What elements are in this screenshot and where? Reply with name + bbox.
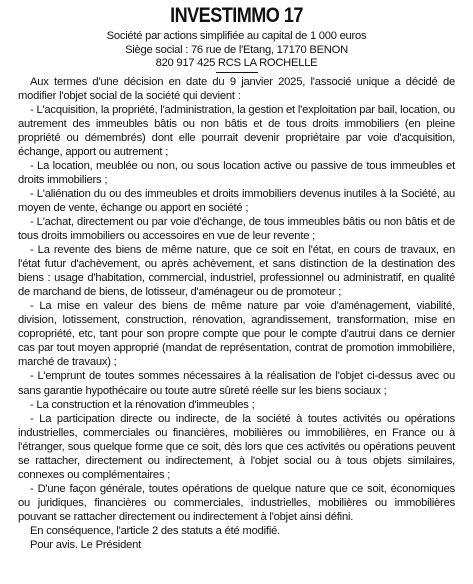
company-registered-office: Siège social : 76 rue de l'Etang, 17170 BENON [125,43,348,56]
intro-paragraph: Aux termes d'une décision en date du 9 janvier 2025, l'associé unique a décidé de modifier l'objet social de la société qui devient : [18,75,455,102]
object-item-mise-en-valeur: - La mise en valeur des biens de même nature par voie d'aménagement, viabilité, division, lotissement, construction, rénovation, agrandissement, transformation, mise en copropriété, etc, tant pour son propre compte que pour le compte d'autrui dans ce dernier cas par tout moyen approprié (mandat de représentation, contrat de promotion immobilière, marché de travaux) ; [18,300,455,369]
company-name-title: INVESTIMMO 17 [170,4,303,27]
consequence-paragraph: En conséquence, l'article 2 des statuts a été modifié. [30,525,281,537]
header-divider [216,72,258,73]
company-legal-form: Société par actions simplifiée au capital de 1 000 euros [106,30,367,42]
legal-notice [18,4,455,552]
object-item-general: - D'une façon générale, toutes opérations de quelque nature que ce soit, économiques ou juridiques, financières ou commerciales, industrielles, mobilières ou immobilières pouvant se rattacher directement ou indirectement à l'objet ainsi défini. [18,482,455,523]
object-item-emprunt: - L'emprunt de toutes sommes nécessaires à la réalisation de l'objet ci-dessus avec ou sans garantie hypothécaire ou toute autre sûreté réelle sur les biens sociaux ; [18,370,455,397]
company-registration-number: 820 917 425 RCS LA ROCHELLE [155,57,318,69]
signature-line: Pour avis. Le Président [30,539,142,552]
object-item-construction: - La construction et la rénovation d'immeubles ; [30,398,255,411]
object-item-achat: - L'achat, directement ou par voie d'échange, de tous immeubles bâtis ou non bâtis et de tous droits immobiliers ou accessoires en vue de leur revente ; [18,215,455,243]
object-item-revente: - La revente des biens de même nature, que ce soit en l'état, en cours de travaux, en l'état futur d'achèvement, ou après achèvement, et sans distinction de la destination des biens : usage d'habitation, commercial, industriel, professionnel ou administratif, en qualité de marchand de biens, de lotisseur, d'aménageur ou de promoteur ; [18,244,455,299]
notice-body [18,75,455,553]
object-item-location: - La location, meublée ou non, ou sous location active ou passive de tous immeubles et droits immobiliers ; [18,159,455,186]
object-item-participation: - La participation directe ou indirecte, de la société à toutes activités ou opérations industrielles, commerciales ou financières, mobilières ou immobilières, en France ou à l'étranger, sous quelque forme que ce soit, dès lors que ces activités ou opérations peuvent se rattacher, directement ou indirectement, à l'objet social ou à tous objets similaires, connexes ou complémentaires ; [18,412,455,481]
company-header [18,30,455,71]
object-item-acquisition: - L'acquisition, la propriété, l'administration, la gestion et l'exploitation par bail, location, ou autrement des immeubles bâtis ou non bâtis et de tous droits immobiliers (en pleine propriété ou démembrés) dont elle pourrait devenir propriétaire par voie d'acquisition, échange, apport ou autrement ; [18,103,455,158]
object-item-alienation: - L'aliénation du ou des immeubles et droits immobiliers devenus inutiles à la Société, au moyen de vente, échange ou apport en société ; [18,187,455,214]
